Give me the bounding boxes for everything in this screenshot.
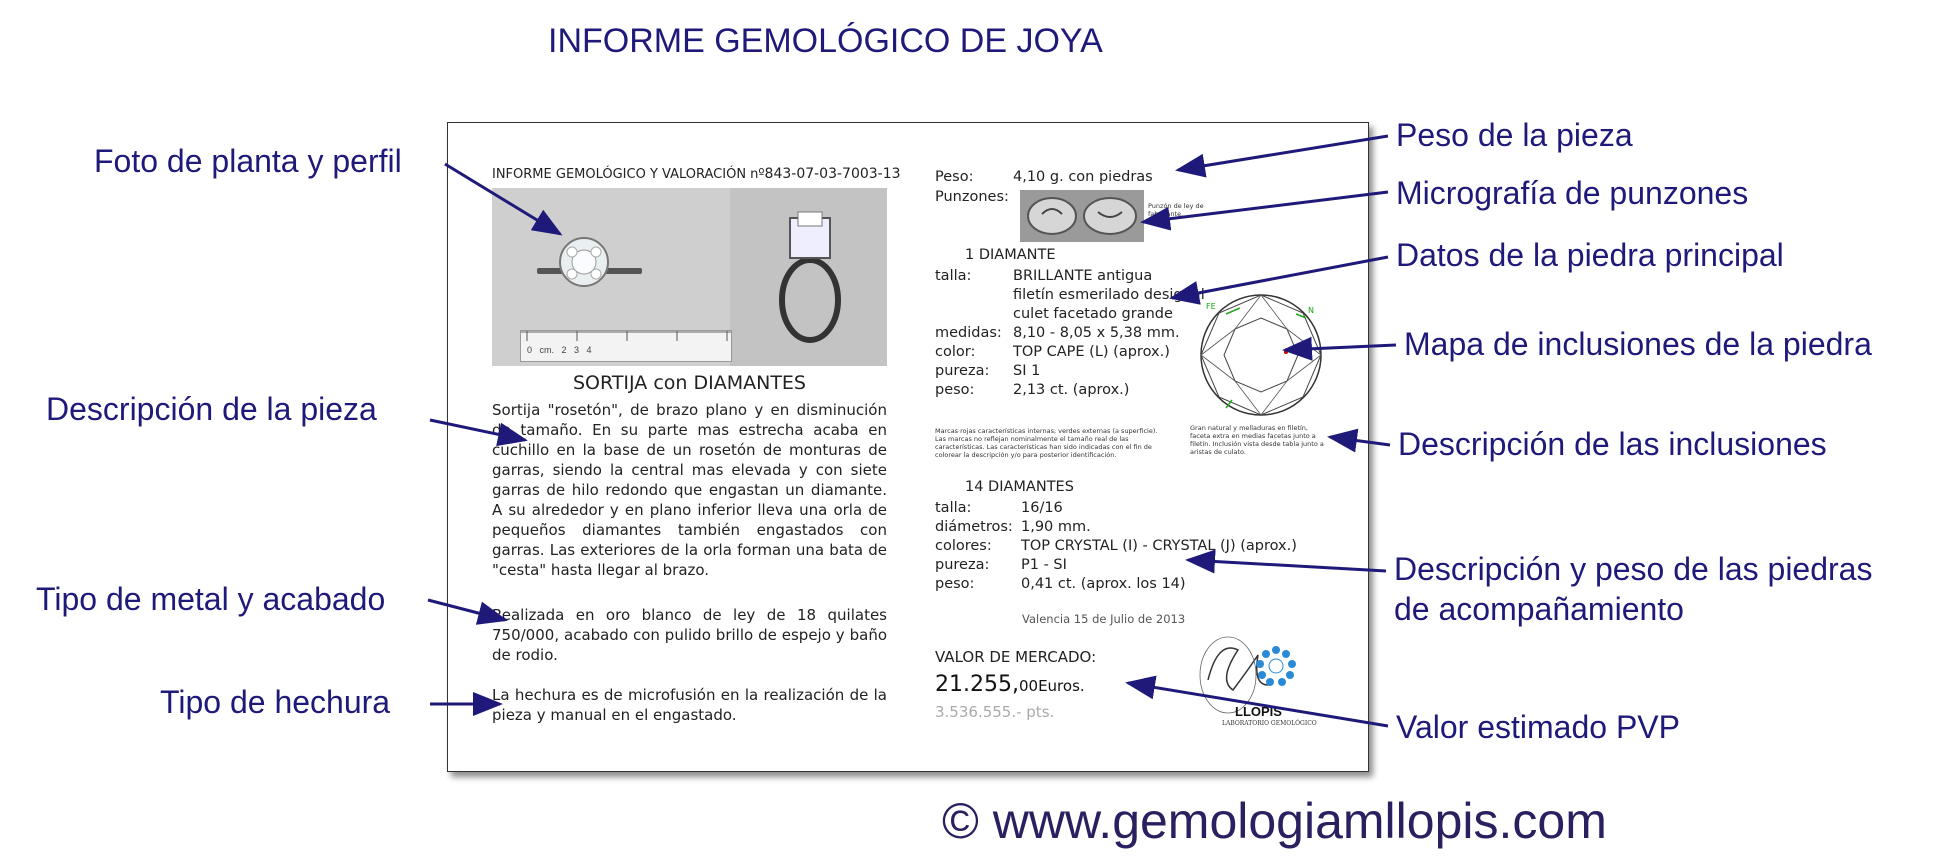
side-stone-value: TOP CRYSTAL (I) - CRYSTAL (J) (aprox.) (1021, 538, 1297, 554)
report-number: 843-07-03-7003-13 (764, 166, 901, 182)
label-micrografia: Micrografía de punzones (1396, 175, 1749, 211)
arrow-descripcion (430, 420, 525, 440)
main-stone-key: pureza: (935, 363, 990, 379)
main-stone-value: SI 1 (1013, 363, 1041, 379)
main-stone-heading: 1 DIAMANTE (965, 247, 1056, 263)
hechura-description: La hechura es de microfusión en la realización de la pieza y manual en el engastado. (492, 686, 887, 724)
label-foto: Foto de planta y perfil (94, 143, 402, 179)
lab-logo-name: LLOPIS (1235, 704, 1282, 719)
side-stone-key: peso: (935, 576, 975, 592)
side-stone-value: 16/16 (1021, 500, 1063, 516)
valor-euros-cents: 00Euros. (1018, 677, 1085, 695)
arrow-peso (1178, 136, 1388, 170)
valor-pts: 3.536.555.- pts. (935, 703, 1055, 721)
main-stone-value: TOP CAPE (L) (aprox.) (1013, 344, 1170, 360)
arrow-valor (1128, 683, 1388, 726)
side-stones-heading: 14 DIAMANTES (965, 479, 1074, 495)
map-mark-n: N (1308, 306, 1314, 315)
side-stone-key: diámetros: (935, 519, 1013, 535)
label-peso: Peso de la pieza (1396, 117, 1633, 153)
label-acomp-1: Descripción y peso de las piedras (1394, 551, 1873, 587)
inclusion-note-left: Marcas rojas características internas, verdes externas (a superficie). Las marcas no reflejan nominalmente el tamaño real de las características. Las características han sido indicadas con el fin de colorear la descripción y/o para posterior identificación. (935, 427, 1158, 459)
side-stone-key: talla: (935, 500, 972, 516)
report-header-prefix: INFORME GEMOLÓGICO Y VALORACIÓN nº (492, 167, 765, 182)
label-descripcion: Descripción de la pieza (46, 391, 377, 427)
arrow-datos (1172, 257, 1388, 298)
piece-title: SORTIJA con DIAMANTES (572, 372, 806, 394)
side-stone-value: P1 - SI (1021, 557, 1067, 573)
main-stone-key: color: (935, 344, 976, 360)
side-stone-value: 1,90 mm. (1021, 519, 1091, 535)
footer-copyright: © www.gemologiamllopis.com (942, 793, 1607, 849)
valor-euros-main: 21.255, (935, 672, 1019, 697)
main-stone-key: talla: (935, 268, 972, 284)
inclusion-note-right: Gran natural y melladuras en filetín, faceta extra en medias facetas junto a filetín. Inclusión vista desde tabla junto a aristas de culato. (1190, 424, 1324, 456)
map-mark-fe: FE (1206, 302, 1216, 311)
peso-label: Peso: (935, 169, 974, 185)
main-stone-key: peso: (935, 382, 975, 398)
label-acomp-2: de acompañamiento (1394, 591, 1684, 627)
ruler-text: 0 cm. 2 3 4 (527, 345, 592, 355)
main-stone-value: 8,10 - 8,05 x 5,38 mm. (1013, 325, 1180, 341)
arrow-micrografia (1143, 192, 1388, 222)
arrow-inclusiones (1330, 437, 1390, 445)
main-stone-value: BRILLANTE antigua (1013, 268, 1153, 284)
side-stone-key: colores: (935, 538, 992, 554)
label-datos: Datos de la piedra principal (1396, 237, 1784, 273)
label-metal: Tipo de metal y acabado (36, 581, 386, 617)
main-stone-key: medidas: (935, 325, 1002, 341)
valor-label: VALOR DE MERCADO: (935, 648, 1097, 666)
label-mapa: Mapa de inclusiones de la piedra (1404, 326, 1872, 362)
lab-logo-sub: LABORATORIO GEMOLÓGICO (1222, 720, 1317, 727)
arrow-acomp (1188, 560, 1386, 571)
peso-value: 4,10 g. con piedras (1013, 169, 1153, 185)
punzones-label: Punzones: (935, 189, 1009, 205)
label-hechura: Tipo de hechura (160, 684, 391, 720)
page-title: INFORME GEMOLÓGICO DE JOYA (548, 22, 1103, 60)
metal-description: Realizada en oro blanco de ley de 18 quilates 750/000, acabado con pulido brillo de espejo y baño de rodio. (492, 606, 887, 664)
label-valor: Valor estimado PVP (1396, 709, 1680, 745)
arrow-metal (428, 600, 505, 620)
side-stone-key: pureza: (935, 557, 990, 573)
arrow-foto (445, 164, 560, 234)
side-stone-value: 0,41 ct. (aprox. los 14) (1021, 576, 1186, 592)
arrow-mapa (1285, 345, 1396, 350)
main-stone-value: 2,13 ct. (aprox.) (1013, 382, 1130, 398)
main-stone-value: culet facetado grande (1013, 306, 1173, 322)
punzones-note: Punzón de ley de fabricante. (1148, 202, 1204, 218)
main-stone-value: filetín esmerilado desigual (1013, 287, 1205, 303)
piece-description: Sortija "rosetón", de brazo plano y en disminución de tamaño. En su parte mas estrecha acaba en cuchillo en la base de un rosetón de monturas de garras, siendo la central mas elevada y con siete garras de hilo redondo que engastan un diamante. A su alrededor y en plano inferior lleva una orla de pequeños diamantes también engastados con garras. Las exteriores de la orla forman una bata de "cesta" hasta llegar al brazo. (492, 401, 887, 579)
label-desc-inclusiones: Descripción de las inclusiones (1398, 426, 1827, 462)
report-date: Valencia 15 de Julio de 2013 (1022, 612, 1186, 626)
